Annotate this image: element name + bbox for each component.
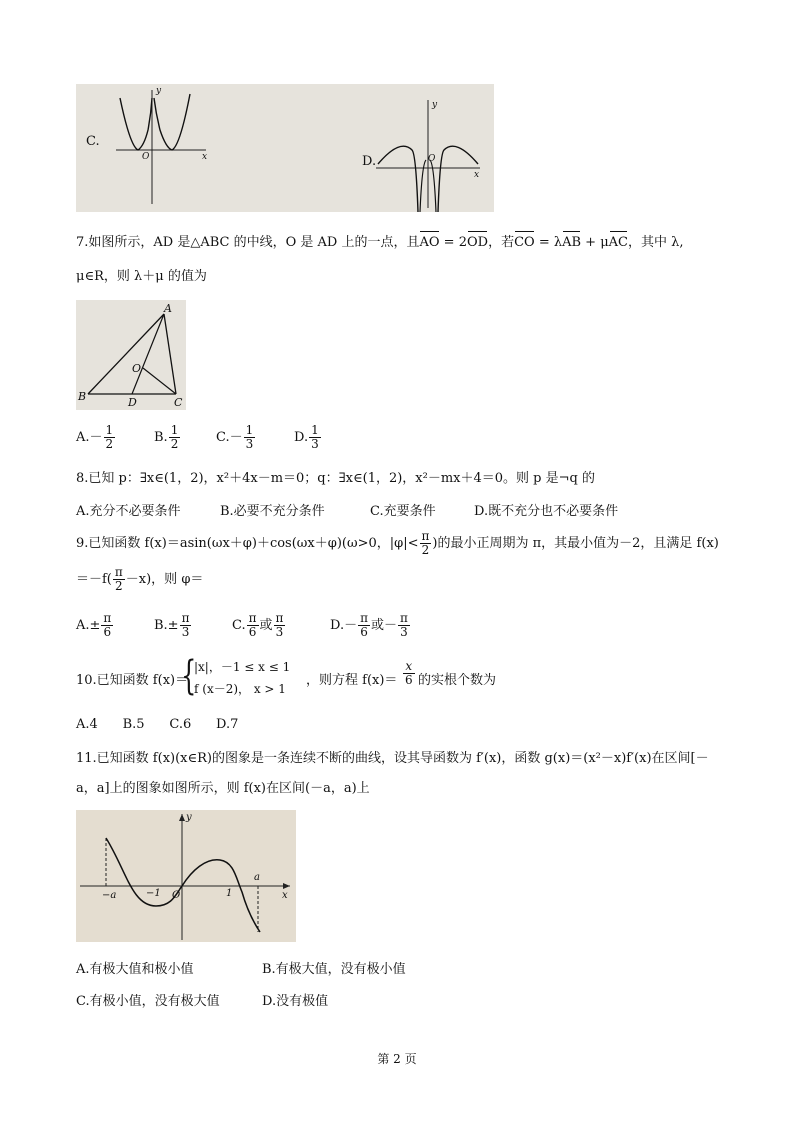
q11-origin: O bbox=[172, 890, 181, 901]
page-footer: 第 2 页 bbox=[377, 1052, 417, 1066]
fraction-num: π bbox=[103, 611, 112, 625]
q11-neg-one: −1 bbox=[146, 888, 161, 899]
fraction-den: 2 bbox=[115, 579, 123, 593]
q10-case1: |x|，－1 ≤ x ≤ 1 bbox=[194, 660, 291, 674]
q11-one: 1 bbox=[226, 888, 233, 899]
graph-d-origin: O bbox=[428, 154, 436, 164]
graph-c-origin: O bbox=[142, 152, 150, 162]
fraction-num: 1 bbox=[170, 423, 179, 437]
q9-option-a-prefix: A.± bbox=[76, 618, 101, 633]
graph-c-x-label: x bbox=[202, 152, 208, 162]
fraction bbox=[104, 424, 116, 451]
fraction-den: 2 bbox=[170, 437, 179, 451]
vector-ac: AC bbox=[608, 235, 628, 250]
q7-text-a: 7.如图所示，AD 是△ABC 的中线，O 是 AD 上的一点，且 bbox=[76, 235, 420, 250]
q10-options[interactable]: A.4 B.5 C.6 D.7 bbox=[76, 717, 239, 732]
q9-option-d-or: 或－ bbox=[370, 618, 397, 633]
fraction bbox=[101, 612, 113, 639]
fraction bbox=[420, 530, 432, 557]
fraction-num: 1 bbox=[245, 423, 254, 437]
fraction-num: x bbox=[403, 660, 415, 674]
q7-option-d-prefix: D. bbox=[294, 430, 309, 445]
vector-ab: AB bbox=[562, 235, 582, 250]
q7-option-d[interactable] bbox=[294, 424, 322, 451]
tri-label-d: D bbox=[128, 396, 137, 409]
q9-option-d[interactable] bbox=[330, 612, 411, 639]
fraction bbox=[358, 612, 370, 639]
q10-text-a: 10.已知函数 f(x)＝ bbox=[76, 673, 189, 688]
q9-option-b-prefix: B.± bbox=[154, 618, 179, 633]
fraction bbox=[274, 612, 286, 639]
q7-text-b: ，若 bbox=[488, 235, 515, 250]
q11-option-d[interactable]: D.没有极值 bbox=[262, 994, 329, 1009]
q7-plus: + μ bbox=[581, 235, 609, 250]
fraction-den: 3 bbox=[311, 437, 319, 451]
q11-option-b[interactable]: B.有极大值，没有极小值 bbox=[262, 962, 406, 977]
graph-d-x-label: x bbox=[474, 170, 480, 180]
fraction bbox=[180, 612, 192, 639]
vector-co: CO bbox=[514, 235, 535, 250]
q9-stem-line2 bbox=[76, 566, 203, 594]
triangle-svg bbox=[76, 300, 186, 410]
fraction-den: 6 bbox=[103, 625, 112, 639]
fraction bbox=[403, 660, 415, 687]
q11-option-a[interactable]: A.有极大值和极小值 bbox=[76, 962, 194, 977]
fraction-den: 2 bbox=[421, 543, 430, 557]
q9-line2-b: －x)，则 φ＝ bbox=[125, 572, 204, 587]
q11-x-label: x bbox=[282, 890, 288, 901]
q7-option-c-prefix: C.－ bbox=[216, 430, 243, 445]
fraction-num: π bbox=[421, 529, 430, 543]
fraction-den: 3 bbox=[275, 625, 284, 639]
fraction-den: 3 bbox=[181, 625, 190, 639]
graph-d-y-label: y bbox=[432, 100, 438, 110]
vector-ao: AO bbox=[419, 235, 440, 250]
fraction-num: π bbox=[181, 611, 190, 625]
q7-option-c[interactable] bbox=[216, 424, 256, 451]
q9-line2-a: ＝－f( bbox=[76, 572, 112, 587]
q8-option-a[interactable]: A.充分不必要条件 bbox=[76, 504, 181, 519]
fraction-den: 3 bbox=[245, 437, 254, 451]
tri-label-a: A bbox=[164, 302, 172, 315]
q9-line1-a: 9.已知函数 f(x)＝asin(ωx＋φ)＋cos(ωx＋φ)(ω>0，|φ|< bbox=[76, 536, 419, 551]
q7-text-c: ，其中 λ, bbox=[628, 235, 684, 250]
fraction-num: 1 bbox=[311, 423, 319, 437]
q10-text-b: ，则方程 f(x)＝ bbox=[306, 673, 398, 688]
fraction bbox=[113, 566, 125, 593]
graph-c-y-label: y bbox=[156, 86, 162, 96]
graph-strip-cd bbox=[76, 84, 494, 212]
q9-option-c-prefix: C. bbox=[232, 618, 246, 633]
q9-option-d-prefix: D.－ bbox=[330, 618, 358, 633]
fraction-num: π bbox=[275, 611, 284, 625]
fraction-num: π bbox=[360, 611, 368, 625]
fraction-num: 1 bbox=[105, 423, 114, 437]
fraction bbox=[244, 424, 256, 451]
q7-stem-line2: μ∈R，则 λ＋μ 的值为 bbox=[76, 269, 207, 284]
graph-c-label: C. bbox=[86, 134, 100, 149]
fraction-num: π bbox=[248, 611, 257, 625]
q11-graph-svg bbox=[76, 810, 296, 942]
q7-eq2: = λ bbox=[534, 235, 563, 250]
q8-stem: 8.已知 p：∃x∈(1，2)，x²＋4x－m＝0；q：∃x∈(1，2)，x²－mx＋4＝0。则 p 是¬q 的 bbox=[76, 471, 595, 486]
q7-stem-line1 bbox=[76, 234, 684, 252]
q7-eq1: = 2 bbox=[439, 235, 467, 250]
q9-option-a[interactable] bbox=[76, 612, 114, 639]
q8-option-d[interactable]: D.既不充分也不必要条件 bbox=[474, 504, 619, 519]
fraction-den: 6 bbox=[248, 625, 257, 639]
piecewise-brace: { bbox=[181, 653, 197, 699]
q7-option-b-prefix: B. bbox=[154, 430, 168, 445]
q11-option-c[interactable]: C.有极小值，没有极大值 bbox=[76, 994, 220, 1009]
fraction-den: 6 bbox=[405, 673, 413, 687]
tri-label-c: C bbox=[174, 396, 183, 409]
fraction-num: π bbox=[400, 611, 408, 625]
q11-neg-a: −a bbox=[102, 890, 117, 901]
q9-line1-b: )的最小正周期为 π，其最小值为－2，且满足 f(x) bbox=[432, 536, 719, 551]
fraction-den: 2 bbox=[105, 437, 114, 451]
fraction bbox=[169, 424, 181, 451]
fraction bbox=[247, 612, 259, 639]
q11-derivative-graph bbox=[76, 810, 296, 942]
q9-option-c[interactable] bbox=[232, 612, 286, 639]
q10-case2: f (x－2)， x > 1 bbox=[194, 682, 286, 696]
q7-option-b[interactable] bbox=[154, 424, 181, 451]
q8-option-c[interactable]: C.充要条件 bbox=[370, 504, 436, 519]
fraction bbox=[309, 424, 321, 451]
tri-label-o: O bbox=[132, 362, 142, 375]
fraction-den: 3 bbox=[400, 625, 408, 639]
fraction-num: π bbox=[114, 565, 123, 579]
q11-y-label: y bbox=[186, 812, 192, 823]
tri-label-b: B bbox=[78, 390, 87, 403]
graph-d-label: D. bbox=[362, 154, 377, 169]
vector-od: OD bbox=[466, 235, 489, 250]
q11-stem-line2: a，a]上的图象如图所示，则 f(x)在区间(－a，a)上 bbox=[76, 781, 370, 796]
q8-option-b[interactable]: B.必要不充分条件 bbox=[220, 504, 325, 519]
fraction-den: 6 bbox=[360, 625, 368, 639]
q11-stem-line1: 11.已知函数 f(x)(x∈R)的图象是一条连续不断的曲线，设其导函数为 f′(x)，函数 g(x)＝(x²－x)f′(x)在区间[－ bbox=[76, 751, 709, 766]
q9-stem-line1 bbox=[76, 530, 719, 558]
q9-option-b[interactable] bbox=[154, 612, 192, 639]
q10-text-c: 的实根个数为 bbox=[418, 673, 497, 688]
q11-a: a bbox=[254, 872, 260, 883]
q7-option-a-prefix: A.－ bbox=[76, 430, 103, 445]
q7-option-a[interactable] bbox=[76, 424, 116, 451]
q9-option-c-or: 或 bbox=[259, 618, 273, 633]
q7-triangle-figure bbox=[76, 300, 186, 410]
fraction bbox=[398, 612, 410, 639]
